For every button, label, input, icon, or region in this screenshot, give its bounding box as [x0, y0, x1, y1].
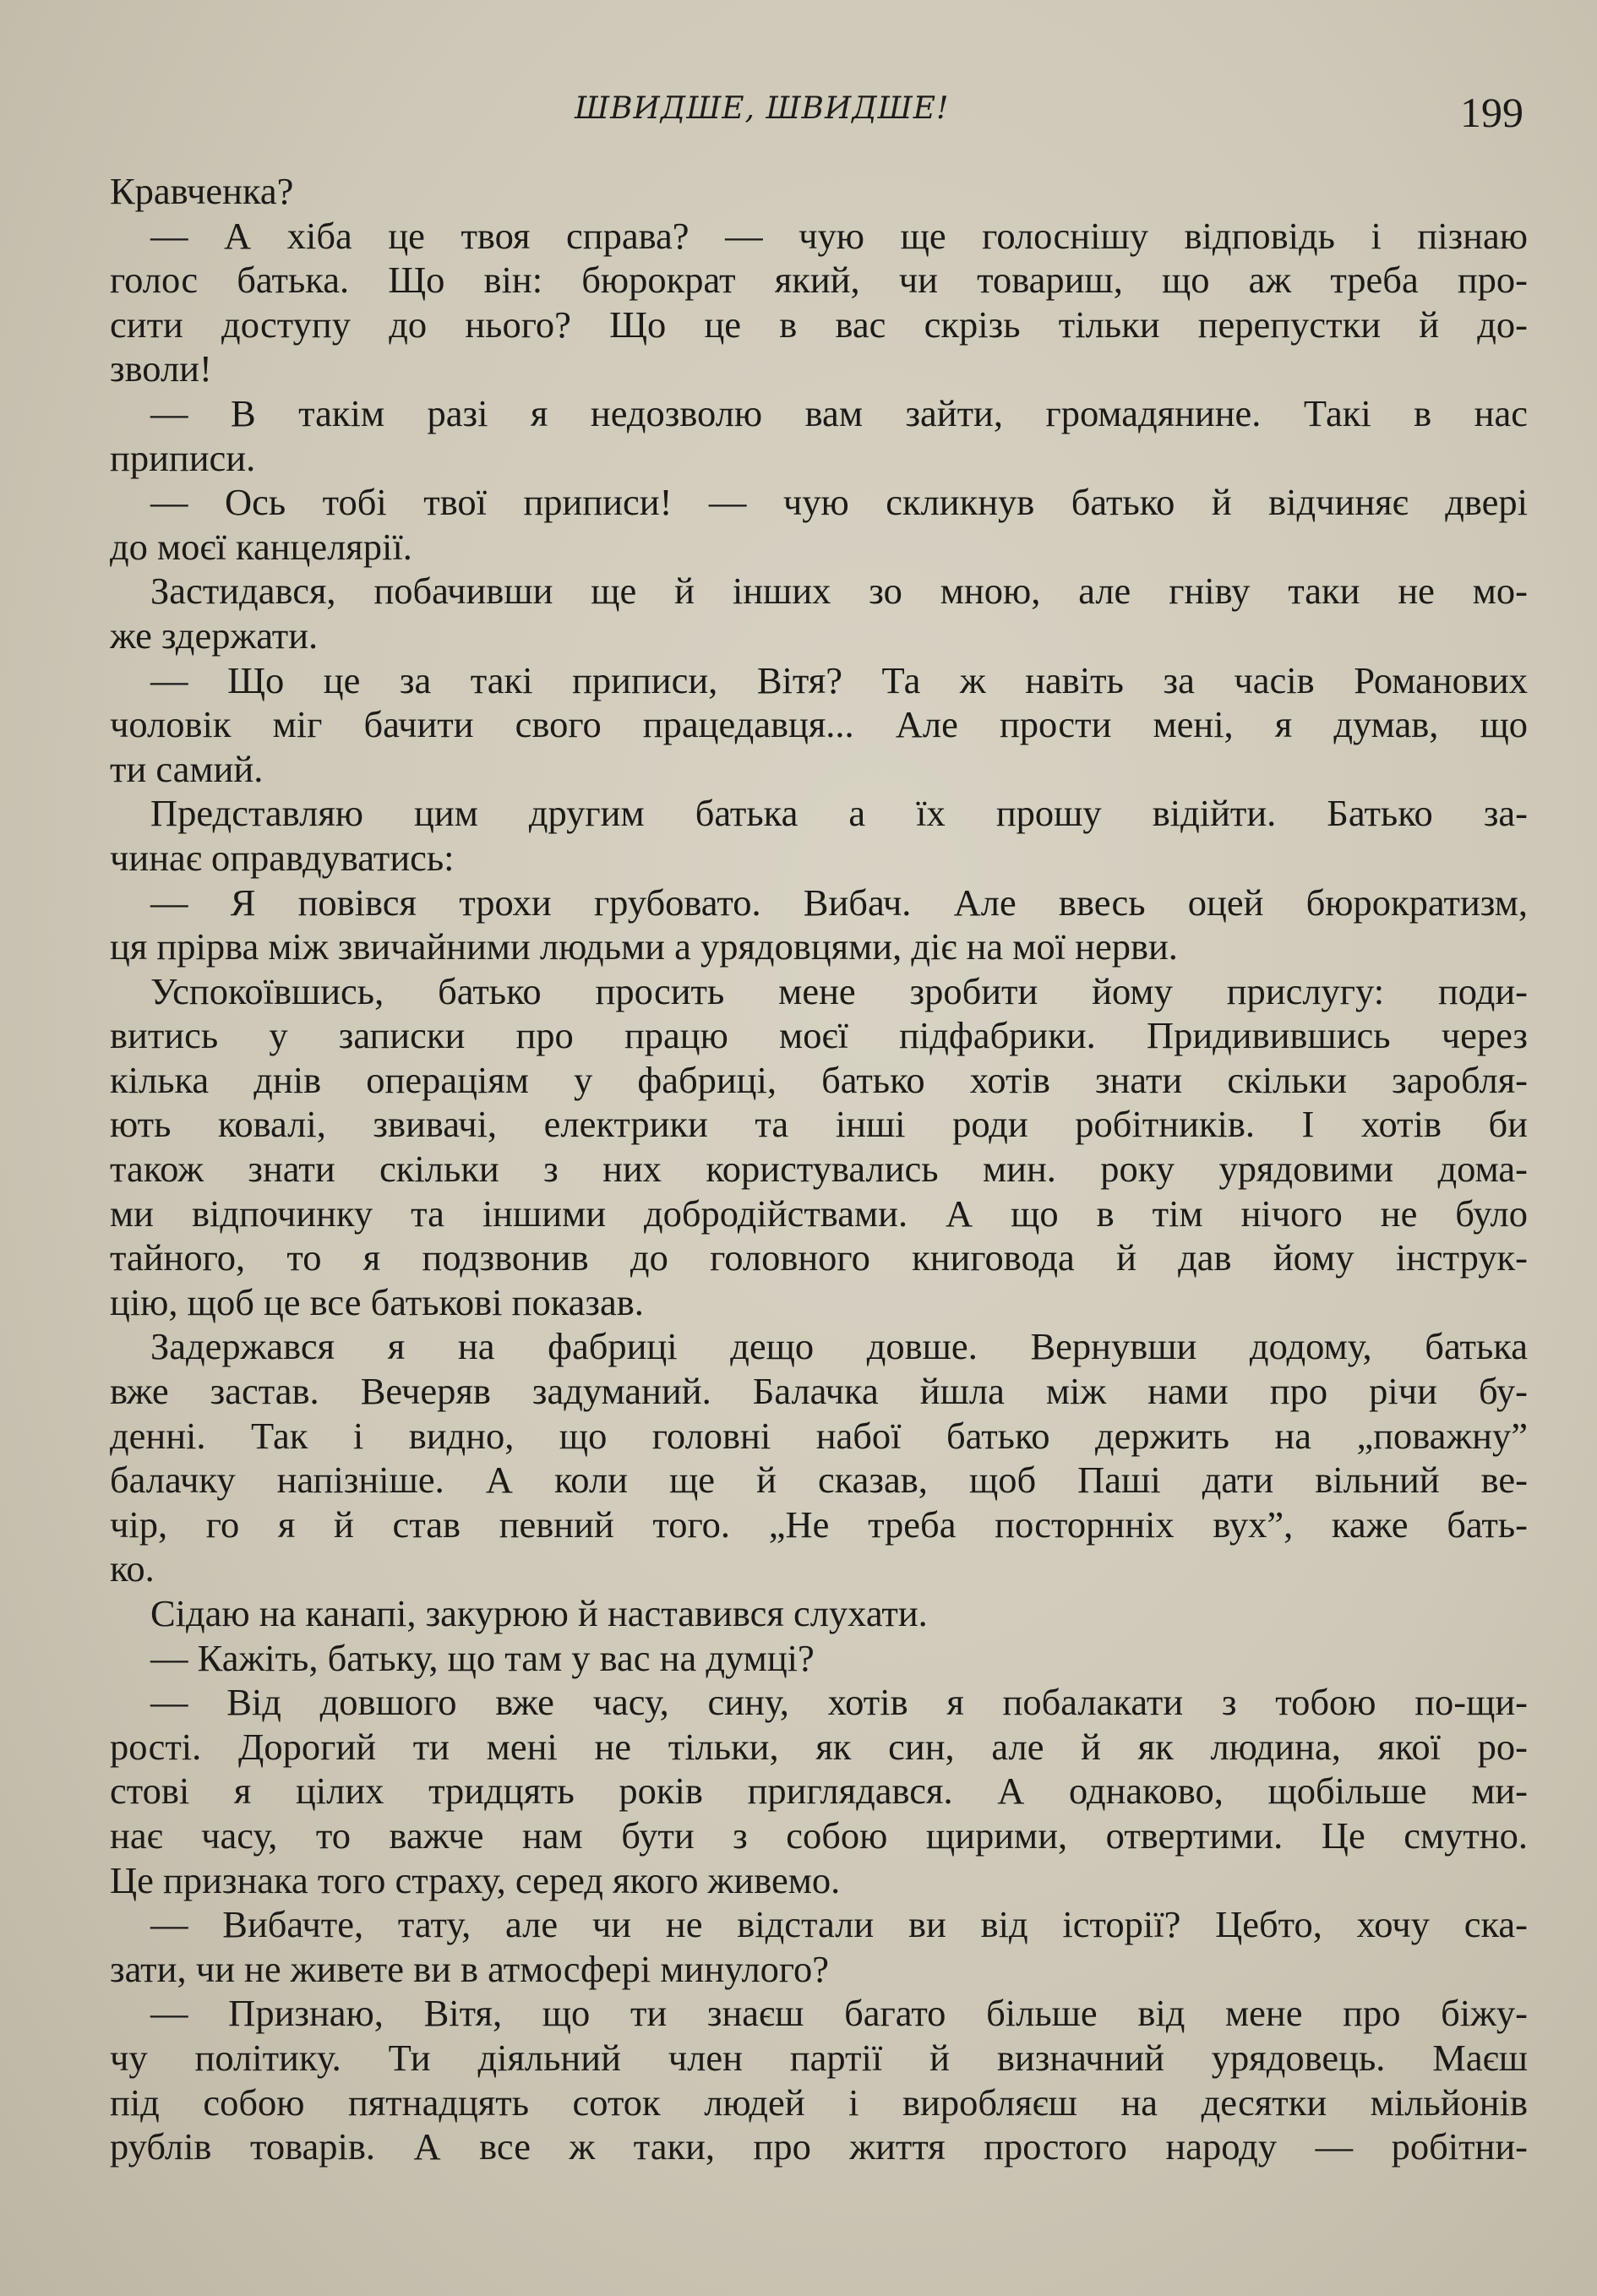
- text-line: чинає оправдуватись:: [110, 836, 455, 879]
- text-line: — Від довшого вже часу, сину, хотів я побалакати з тобою по-щи-: [150, 1681, 1528, 1724]
- text-line: — Признаю, Вітя, що ти знаєш багато більше від мене про біжу-: [150, 1992, 1528, 2035]
- text-line: Успокоївшись, батько просить мене зробити йому прислугу: поди-: [150, 969, 1528, 1012]
- text-line: — Я повівся трохи грубовато. Вибач. Але ввесь оцей бюрократизм,: [150, 881, 1528, 924]
- text-line: також знати скільки з них користувались мин. року урядовими дома-: [110, 1148, 1528, 1191]
- text-line: кілька днів операціям у фабриці, батько хотів знати скільки заробля-: [110, 1058, 1528, 1101]
- text-line: Сідаю на канапі, закурюю й наставився слухати.: [150, 1592, 928, 1634]
- text-line: ко.: [110, 1547, 155, 1590]
- page-number: 199: [1460, 89, 1523, 136]
- text-line: зати, чи не живете ви в атмосфері минулого?: [110, 1947, 830, 1990]
- text-line: до моєї канцелярії.: [110, 525, 412, 568]
- text-line: — В такім разі я недозволю вам зайти, громадянине. Такі в нас: [150, 391, 1528, 434]
- text-line: рості. Дорогий ти мені не тільки, як син, але й як людина, якої ро-: [110, 1725, 1528, 1768]
- body-text: [110, 169, 1528, 2169]
- text-line: ють ковалі, звивачі, електрики та інші роди робітників. І хотів би: [110, 1103, 1528, 1146]
- text-line: балачку напізніше. А коли ще й сказав, щоб Паші дати вільний ве-: [110, 1459, 1528, 1502]
- text-line: зволи!: [110, 347, 212, 390]
- text-line: — Кажіть, батьку, що там у вас на думці?: [150, 1636, 815, 1679]
- text-line: чір, го я й став певний того. „Не треба посторнніх вух”, каже бать-: [110, 1502, 1528, 1546]
- text-line: приписи.: [110, 436, 256, 479]
- text-line: під собою пятнадцять соток людей і виробляєш на десятки мільйонів: [110, 2081, 1528, 2124]
- text-line: — Ось тобі твої приписи! — чую скликнув батько й відчиняє двері: [150, 481, 1528, 524]
- text-line: стові я цілих тридцять років приглядався. А однаково, щобільше ми-: [110, 1770, 1528, 1813]
- text-line: Це признака того страху, серед якого живемо.: [110, 1858, 841, 1901]
- text-line: ти самий.: [110, 747, 264, 790]
- running-title: ШВИДШЕ, ШВИДШЕ!: [575, 91, 950, 126]
- text-line: денні. Так і видно, що головні набої батько держить на „поважну”: [110, 1414, 1528, 1457]
- text-line: Кравченка?: [110, 170, 294, 212]
- text-line: же здержати.: [110, 614, 319, 657]
- text-line: голос батька. Що він: бюрократ який, чи товариш, що аж треба про-: [110, 259, 1528, 302]
- text-line: сити доступу до нього? Що це в вас скрізь тільки перепустки й до-: [110, 303, 1528, 346]
- text-line: — А хіба це твоя справа? — чую ще голоснішу відповідь і пізнаю: [150, 214, 1528, 257]
- page-header: [0, 91, 1597, 150]
- text-line: нає часу, то важче нам бути з собою щирими, отвертими. Це смутно.: [110, 1813, 1528, 1857]
- text-line: чу політику. Ти діяльний член партії й визначний урядовець. Маєш: [110, 2036, 1528, 2079]
- text-line: цію, щоб це все батькові показав.: [110, 1280, 644, 1323]
- text-line: — Вибачте, тату, але чи не відстали ви від історії? Цебто, хочу ска-: [150, 1903, 1528, 1946]
- text-line: ця прірва між звичайними людьми а урядовцями, діє на мої нерви.: [110, 925, 1178, 968]
- text-line: Задержався я на фабриці дещо довше. Вернувши додому, батька: [150, 1325, 1528, 1368]
- text-line: Представляю цим другим батька а їх прошу відійти. Батько за-: [150, 792, 1528, 835]
- text-line: рублів товарів. А все ж таки, про життя простого народу — робітни-: [110, 2125, 1528, 2168]
- text-line: — Що це за такі приписи, Вітя? Та ж навіть за часів Романових: [150, 658, 1528, 701]
- text-line: Застидався, побачивши ще й інших зо мною, але гніву таки не мо-: [150, 570, 1528, 613]
- text-line: вже застав. Вечеряв задуманий. Балачка йшла між нами про річи бу-: [110, 1370, 1528, 1413]
- text-line: ми відпочинку та іншими добродійствами. А що в тім нічого не було: [110, 1192, 1528, 1235]
- text-line: чоловік міг бачити свого працедавця... Але прости мені, я думав, що: [110, 703, 1528, 746]
- text-line: тайного, то я подзвонив до головного книговода й дав йому інструк-: [110, 1236, 1528, 1279]
- text-line: витись у записки про працю моєї підфабрики. Придивившись через: [110, 1014, 1528, 1057]
